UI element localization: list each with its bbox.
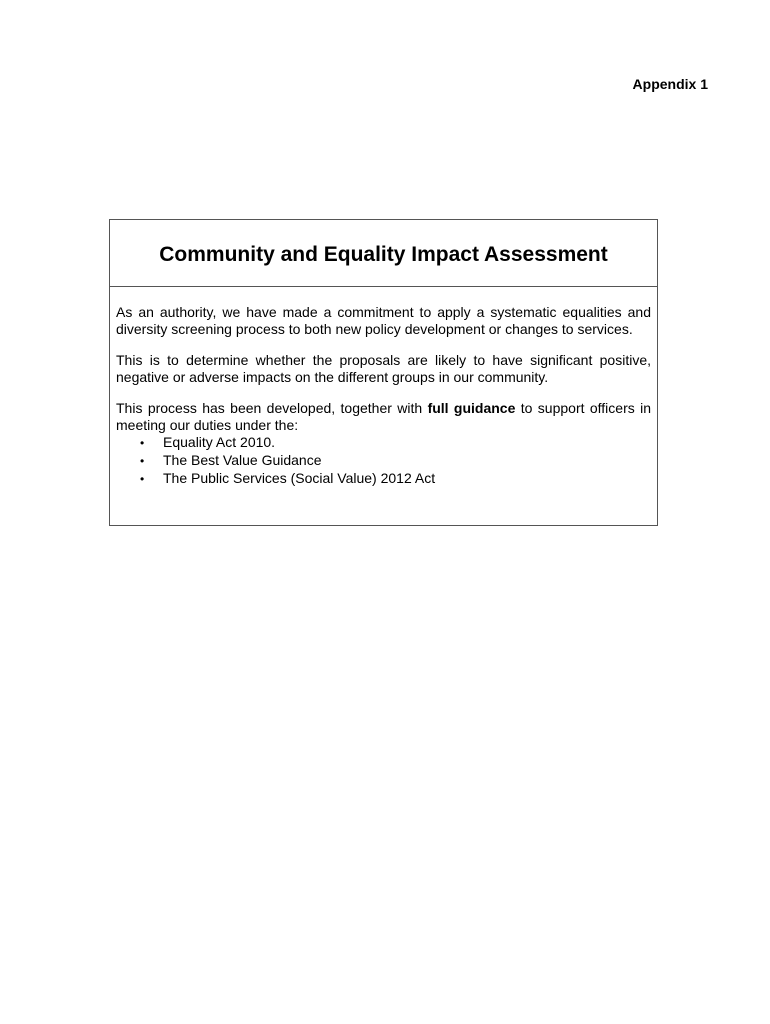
full-guidance-emphasis: full guidance — [427, 400, 516, 416]
bullet-icon: • — [140, 436, 145, 450]
list-item-text: Equality Act 2010. — [163, 434, 276, 450]
purpose-paragraph: This is to determine whether the proposals are likely to have significant positive, negative or adverse impacts on the different groups in our community. — [116, 352, 651, 385]
assessment-body — [110, 287, 657, 488]
intro-paragraph: As an authority, we have made a commitment to apply a systematic equalities and diversity screening process to both new policy development or changes to services. — [116, 304, 651, 337]
process-text-before: This process has been developed, together with — [116, 400, 428, 416]
list-item-text: The Best Value Guidance — [163, 452, 322, 468]
list-item — [140, 470, 651, 488]
assessment-title: Community and Equality Impact Assessment — [110, 220, 657, 287]
assessment-box — [109, 219, 658, 526]
list-item — [140, 434, 651, 452]
duties-list — [116, 434, 651, 488]
bullet-icon: • — [140, 472, 145, 486]
bullet-icon: • — [140, 454, 145, 468]
list-item — [140, 452, 651, 470]
list-item-text: The Public Services (Social Value) 2012 Act — [163, 470, 436, 486]
process-text-after: to support officers in meeting our duties under the: — [116, 400, 652, 433]
process-paragraph — [116, 400, 651, 434]
appendix-label: Appendix 1 — [632, 76, 708, 92]
